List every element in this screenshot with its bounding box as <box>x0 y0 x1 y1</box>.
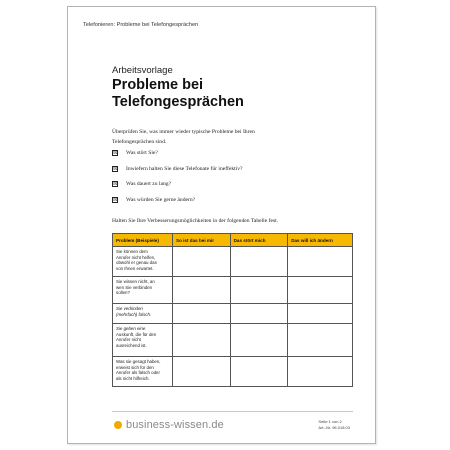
intro-line-1: Überprüfen Sie, was immer wieder typische Probleme bei Ihren <box>112 129 255 135</box>
change-cell[interactable] <box>288 324 353 357</box>
problem-cell: Sie können dem Anrufer nicht helfen, obwohl er genau das von Ihnen erwartet. <box>113 247 173 277</box>
table-row <box>113 357 353 387</box>
change-cell[interactable] <box>288 357 353 387</box>
problem-cell: Sie verbinden (mehrfach) falsch. <box>113 304 173 324</box>
change-cell[interactable] <box>288 304 353 324</box>
change-cell[interactable] <box>288 277 353 304</box>
checked-box-icon: ☒ <box>113 196 118 203</box>
intro-paragraph <box>112 127 342 147</box>
title-line-2: Telefongesprächen <box>112 94 244 110</box>
table-row <box>113 277 353 304</box>
checklist-item <box>112 150 243 166</box>
title-line-1: Probleme bei <box>112 77 204 93</box>
logo-dot-icon <box>114 421 122 429</box>
column-header-change: Das will ich ändern <box>288 234 353 247</box>
table-instruction: Halten Sie Ihre Verbesserungsmöglichkeiten in der folgenden Tabelle fest. <box>112 218 279 224</box>
checklist-item <box>112 181 243 197</box>
logo-text: business-wissen.de <box>126 419 224 431</box>
column-header-bothers: Das stört mich <box>230 234 288 247</box>
question-checklist <box>112 150 243 212</box>
intro-line-2: Telefongesprächen sind. <box>112 139 167 145</box>
problem-cell: Sie geben eine Auskunft, die für den Anrufer nicht ausreichend ist. <box>113 324 173 357</box>
document-title <box>112 77 244 111</box>
column-header-current: So ist das bei mir <box>173 234 231 247</box>
table-row <box>113 304 353 324</box>
checklist-item-label: Was dauert zu lang? <box>126 181 172 187</box>
checklist-item-label: Inwiefern halten Sie diese Telefonate für ineffektiv? <box>126 165 243 172</box>
checked-box-icon: ☒ <box>113 181 118 187</box>
bothers-cell[interactable] <box>230 357 288 387</box>
checked-box-icon: ☒ <box>113 150 118 156</box>
document-page <box>67 6 376 444</box>
bothers-cell[interactable] <box>230 277 288 304</box>
business-wissen-logo <box>114 419 224 431</box>
footer-meta <box>318 419 350 431</box>
checklist-item-label: Was würden Sie gerne ändern? <box>126 196 196 203</box>
problems-table <box>112 233 353 387</box>
bothers-cell[interactable] <box>230 304 288 324</box>
current-cell[interactable] <box>173 247 231 277</box>
page-number: Seite 1 von 2 <box>318 419 342 424</box>
column-header-problem: Problem (Beispiele) <box>113 234 173 247</box>
bothers-cell[interactable] <box>230 324 288 357</box>
article-number: Art.-Nr. 96.018.03 <box>318 425 350 430</box>
bothers-cell[interactable] <box>230 247 288 277</box>
checklist-item <box>112 166 243 182</box>
current-cell[interactable] <box>173 304 231 324</box>
table-row <box>113 247 353 277</box>
table-row <box>113 324 353 357</box>
current-cell[interactable] <box>173 324 231 357</box>
current-cell[interactable] <box>173 277 231 304</box>
problem-cell: Was sie gesagt haben, erweist sich für den Anrufer als falsch oder als nicht hilfreich. <box>113 357 173 387</box>
running-header: Telefonieren: Probleme bei Telefongesprächen <box>83 22 199 28</box>
problem-cell: Sie wissen nicht, an wen Sie verbinden sollen? <box>113 277 173 304</box>
footer-divider <box>112 411 353 412</box>
checklist-item <box>112 197 243 213</box>
checklist-item-label: Was stört Sie? <box>126 150 158 156</box>
document-subtitle: Arbeitsvorlage <box>112 65 173 76</box>
checked-box-icon: ☒ <box>113 165 118 172</box>
table-header-row <box>113 234 353 247</box>
current-cell[interactable] <box>173 357 231 387</box>
change-cell[interactable] <box>288 247 353 277</box>
